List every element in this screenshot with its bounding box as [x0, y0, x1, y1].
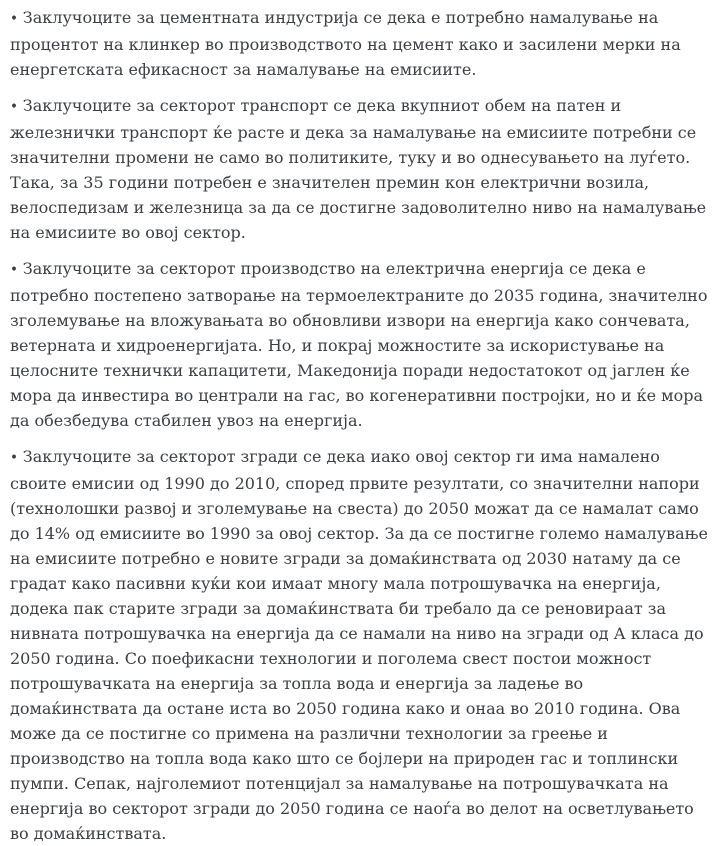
paragraph-electricity-production-sector [10, 256, 714, 433]
bullet-icon: • [10, 99, 19, 115]
paragraph-cement-industry [10, 5, 714, 82]
paragraph-text: Заклучоците за секторот згради се дека иако овој сектор ги има намалено своите емисии од 1990 до 2010, според првите резултати, со значителни напори (технолошки развој и зголемување на свеста) до 2050 можат да се намалат само до 14% од емисиите во 1990 за овој сектор. За да се постигне големо намалување на емисиите потребно е новите згради за домаќинствата од 2030 натаму да се градат како пасивни куќи кои имаат многу мала потрошувачка на енергија, додека пак старите згради за домаќинствата би требало да се реновираат за нивната потрошувачка на енергија да се намали на ниво на згради од А класа до 2050 година. Со поефикасни технологии и поголема свест постои можност потрошувачката на енергија за топла вода и енергија за ладење во домаќинствата да остане иста во 2050 година како и онаа во 2010 година. Ова може да се постигне со примена на различни технологии за греење и производство на топла вода како што се бојлери на природен гас и топлински пумпи. Сепак, најголемиот потенцијал за намалување на потрошувачката на енергија во секторот згради до 2050 година се наоѓа во делот на осветлувањето во домаќинствата. [10, 447, 708, 843]
paragraph-text: Заклучоците за секторот производство на електрична енергија се дека е потребно постепено затворање на термоелектраните до 2035 година, значително зголемување на вложувањата во обновливи извори на енергија како сончевата, ветерната и хидроенергијата. Но, и покрај можностите за искористување на целосните технички капацитети, Македонија поради недостатокот од јаглен ќе мора да инвестира во централи на гас, во когенеративни постројки, но и ќе мора да обезбедува стабилен увоз на енергија. [10, 259, 708, 430]
paragraph-buildings-sector [10, 444, 714, 846]
paragraph-transport-sector [10, 93, 714, 245]
paragraph-text: Заклучоците за секторот транспорт се дека вкупниот обем на патен и железнички транспорт ќе расте и дека за намалување на емисиите потребни се значителни промени не само во политиките, туку и во однесувањето на луѓето. Така, за 35 години потребен е значителен премин кон електрични возила, велоспедизам и железница за да се достигне задоволително ниво на намалување на емисиите во овој сектор. [10, 96, 707, 242]
bullet-icon: • [10, 450, 19, 466]
paragraph-text: Заклучоците за цементната индустрија се дека е потребно намалување на процентот на клинкер во производството на цемент како и засилени мерки на енергетската ефикасност за намалување на емисиите. [10, 8, 681, 79]
bullet-icon: • [10, 11, 19, 27]
bullet-icon: • [10, 262, 19, 278]
